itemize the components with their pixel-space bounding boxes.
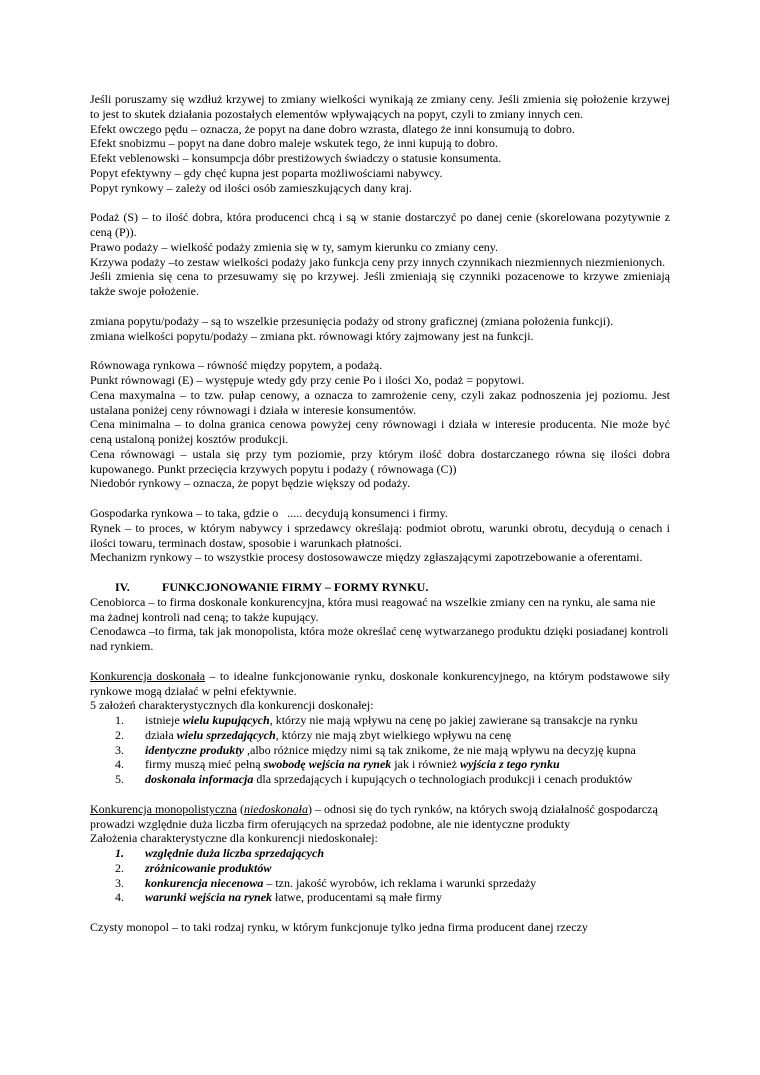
paragraph: Punkt równowagi (E) – występuje wtedy gdy przy cenie Po i ilości Xo, podaż = popytowi. <box>90 373 525 387</box>
list-item <box>90 772 670 787</box>
document-page <box>90 92 670 935</box>
definition-paragraph <box>90 802 670 832</box>
paragraph: Prawo podaży – wielkość podaży zmienia się w ty, samym kierunku co zmiany ceny. <box>90 239 498 254</box>
item-text: – tzn. jakość wyrobów, ich reklama i warunki sprzedaży <box>263 875 537 890</box>
item-number: 2. <box>115 727 124 742</box>
list-item <box>90 846 670 861</box>
item-emphasis: zróżnicowanie produktów <box>145 860 272 875</box>
paragraph: Krzywa podaży –to zestaw wielkości podaży jako funkcja ceny przy innych czynnikach niezmiennych niezmienionych. <box>90 254 666 269</box>
section-title: FUNKCJONOWANIE FIRMY – FORMY RYNKU. <box>162 580 429 594</box>
item-text: dla sprzedających i kupujących o technologiach produkcji i cenach produktów <box>253 772 633 786</box>
list-item <box>90 757 670 772</box>
list-item <box>90 728 670 743</box>
paragraph: Cenobiorca – to firma doskonale konkurencyjna, która musi reagować na wszelkie zmiany cen na rynku, ale sama nie ma żadnej kontroli nad ceną; to także kupujący. <box>90 594 656 624</box>
term: Konkurencja doskonała <box>90 668 206 683</box>
paragraph: Popyt rynkowy – zależy od ilości osób zamieszkujących dany kraj. <box>90 180 412 195</box>
term: Konkurencja monopolistyczna <box>90 801 237 816</box>
item-text: ,albo różnice między nimi są tak znikome, że nie mają wpływu na decyzję kupna <box>244 742 636 757</box>
item-number: 4. <box>115 757 124 772</box>
paragraph: Równowaga rynkowa – równość między popytem, a podażą. <box>90 358 383 373</box>
definition: – odnosi się do tych rynków, na których swoją działalność gospodarczą prowadzi względnie duża liczba firm oferujących na sprzedaż podobne, ale nie identyczne produkty <box>90 801 658 831</box>
paragraph: Rynek – to proces, w którym nabywcy i sprzedawcy określają: podmiot obrotu, warunki obrotu, decydują o cenach i ilości towaru, terminach dostaw, sposobie i warunkach płatności. <box>90 520 670 550</box>
list-item <box>90 743 670 758</box>
paragraph: Jeśli poruszamy się wzdłuż krzywej to zmiany wielkości wynikają ze zmiany ceny. Jeśli zmienia się położenie krzywej to jest to skutek działania pozostałych elementów wpływających na popyt, czyli to zmiany innych cen. <box>90 92 670 121</box>
paren: ) <box>307 801 312 816</box>
item-emphasis: warunki wejścia na rynek <box>145 890 273 905</box>
paragraph: Popyt efektywny – gdy chęć kupna jest poparta możliwościami nabywcy. <box>90 165 443 180</box>
paragraph: Podaż (S) – to ilość dobra, która producenci chcą i są w stanie dostarczyć po danej cenie (skorelowana pozytywnie z ceną (P)). <box>90 210 670 239</box>
item-emphasis: wyjścia z tego rynku <box>459 757 560 772</box>
section-heading <box>115 580 670 595</box>
list-item <box>90 890 670 905</box>
paren: ( <box>236 801 244 816</box>
item-number: 2. <box>115 860 124 875</box>
list-item <box>90 713 670 728</box>
item-text: firmy muszą mieć pełną <box>145 757 264 772</box>
item-emphasis: doskonała informacja <box>145 772 254 786</box>
item-number: 5. <box>115 772 124 786</box>
paragraph: Efekt veblenowski – konsumpcja dóbr prestiżowych świadczy o statusie konsumenta. <box>90 151 502 165</box>
definition: – to idealne funkcjonowanie rynku, doskonale konkurencyjnego, na którym podstawowe siły rynkowe mogą działać w pełni efektywnie. <box>90 668 670 698</box>
item-number: 3. <box>115 742 124 757</box>
paragraph: Efekt owczego pędu – oznacza, że popyt na dane dobro wzrasta, dlatego że inni konsumują to dobro. <box>90 121 575 136</box>
paragraph: zmiana popytu/podaży – są to wszelkie przesunięcia podaży od strony graficznej (zmiana położenia funkcji). <box>90 313 614 328</box>
item-number: 1. <box>115 713 124 727</box>
item-text: , którzy nie mają wpływu na cenę po jakiej zawierane są transakcje na rynku <box>269 713 638 727</box>
item-emphasis: wielu sprzedających <box>176 727 276 742</box>
term-alt: niedoskonała <box>243 801 308 816</box>
item-emphasis: identyczne produkty <box>145 742 244 757</box>
list-intro: Założenia charakterystyczne dla konkurencji niedoskonałej: <box>90 831 378 846</box>
item-emphasis: wielu kupujących <box>182 713 270 727</box>
item-text: istnieje <box>145 713 183 727</box>
list-item <box>90 861 670 876</box>
paragraph: Cenodawca –to firma, tak jak monopolista, która może określać cenę wytwarzanego produktu dzięki posiadanej kontroli nad rynkiem. <box>90 624 669 653</box>
list-item <box>90 876 670 891</box>
paragraph: Mechanizm rynkowy – to wszystkie procesy dostosowawcze między zgłaszającymi zapotrzebowanie a oferentami. <box>90 550 643 565</box>
item-text: , którzy nie mają zbyt wielkiego wpływu na cenę <box>275 727 512 742</box>
assumptions-list <box>90 846 670 905</box>
item-emphasis: konkurencja niecenowa <box>145 875 264 890</box>
paragraph: Jeśli zmienia się cena to przesuwamy się po krzywej. Jeśli zmieniają się czynniki pozacenowe to krzywe zmieniają także swoje położenie. <box>90 269 670 298</box>
item-text: łatwe, producentami są małe firmy <box>272 890 442 905</box>
item-emphasis: względnie duża liczba sprzedających <box>145 846 324 860</box>
section-number: IV. <box>115 580 130 594</box>
paragraph: Gospodarka rynkowa – to taka, gdzie o ..... decydują konsumenci i firmy. <box>90 506 448 520</box>
item-number: 4. <box>115 890 124 905</box>
paragraph: Cena maxymalna – to tzw. pułap cenowy, a oznacza to zamrożenie ceny, czyli zakaz podnoszenia jej poziomu. Jest ustalana poniżej ceny równowagi i działa w interesie konsumentów. <box>90 387 670 417</box>
definition-paragraph <box>90 669 670 699</box>
item-emphasis: swobodę wejścia na rynek <box>263 757 392 772</box>
paragraph: Niedobór rynkowy – oznacza, że popyt będzie większy od podaży. <box>90 476 411 491</box>
item-text: działa <box>145 727 177 742</box>
paragraph: Efekt snobizmu – popyt na dane dobro maleje wskutek tego, że inni kupują to dobro. <box>90 136 498 151</box>
paragraph: Czysty monopol – to taki rodzaj rynku, w którym funkcjonuje tylko jedna firma producent danej rzeczy <box>90 920 588 934</box>
item-text: jak i również <box>391 757 460 772</box>
paragraph: Cena równowagi – ustala się przy tym poziomie, przy którym ilość dobra dostarczanego równa się ilości dobra kupowanego. Punkt przecięcia krzywych popytu i podaży ( równowaga (C)) <box>90 446 670 476</box>
paragraph: Cena minimalna – to dolna granica cenowa powyżej ceny równowagi i działa w interesie producenta. Nie może być ceną ustaloną poniżej kosztów produkcji. <box>90 417 670 446</box>
item-number: 3. <box>115 875 124 890</box>
list-intro: 5 założeń charakterystycznych dla konkurencji doskonałej: <box>90 698 374 713</box>
paragraph: zmiana wielkości popytu/podaży – zmiana pkt. równowagi który zajmowany jest na funkcji. <box>90 328 534 343</box>
item-number: 1. <box>115 846 124 860</box>
assumptions-list <box>90 713 670 787</box>
